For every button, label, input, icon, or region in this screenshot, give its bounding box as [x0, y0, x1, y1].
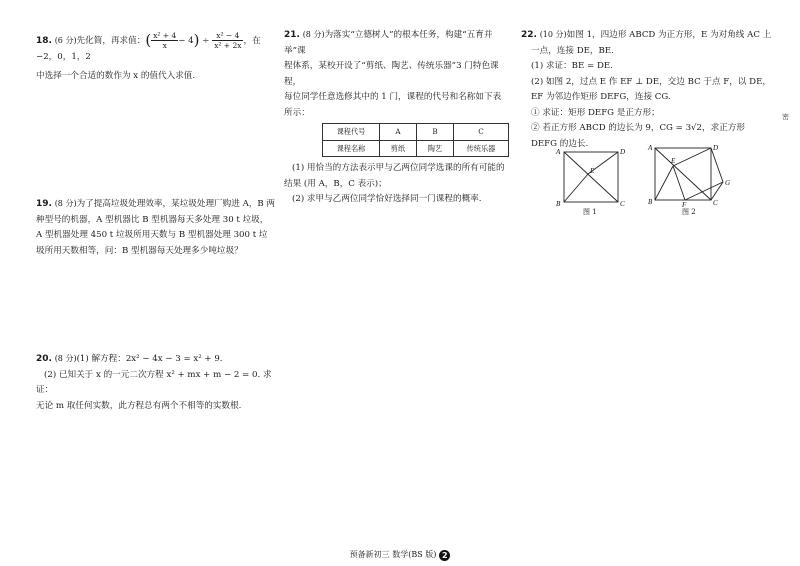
- table-cell: C: [454, 124, 509, 141]
- vertex-label: G: [725, 179, 731, 187]
- vertex-label: D: [713, 144, 719, 152]
- question-score: (6 分): [54, 36, 77, 45]
- question-number: 19.: [36, 199, 52, 209]
- table-cell: 课程名称: [323, 140, 380, 157]
- table-cell: 传统乐器: [454, 140, 509, 157]
- question-22: 22. (10 分)如图 1，四边形 ABCD 为正方形，E 为对角线 AC 上 一点，连接 DE，BE. (1) 求证：BE = DE. (2) 如图 2，过点 E 作 EF ⊥ DE，交边 BC 于点 F，以 DE， EF 为邻边作矩形 DEFG，连接 CG. ① 求证：矩形 DEFG 是正方形； ② 若正方形 ABCD 的边长为 9，CG = 3√2，求正方形 DEFG 的边长.: [521, 30, 772, 149]
- course-table: [322, 123, 509, 157]
- vertex-label: F: [682, 201, 687, 208]
- vertex-label: D: [620, 148, 626, 156]
- table-cell: 陶艺: [417, 140, 454, 157]
- table-cell: B: [417, 124, 454, 141]
- vertex-label: E: [671, 157, 676, 165]
- fraction: $\frac{\text{x² − 4}}{\text{x² + 2x}}$: [214, 31, 242, 50]
- table-row: [323, 124, 509, 141]
- vertex-label: A: [648, 144, 653, 152]
- vertex-label: A: [556, 148, 561, 156]
- question-number: 22.: [521, 30, 537, 40]
- question-text: 中选择一个合适的数作为 x 的值代入求值.: [36, 70, 196, 81]
- table-cell: 剪纸: [380, 140, 417, 157]
- table-cell: 课程代号: [323, 124, 380, 141]
- question-score: (8 分): [302, 30, 325, 39]
- question-number: 20.: [36, 354, 52, 364]
- page-number: 2: [439, 550, 450, 561]
- question-score: (8 分): [54, 354, 77, 363]
- question-number: 21.: [284, 30, 300, 40]
- vertex-label: B: [648, 198, 653, 206]
- question-20: 20. (8 分)(1) 解方程：2x² − 4x − 3 = x² + 9. (2) 已知关于 x 的一元二次方程 x² + mx + m − 2 = 0. 求证： 无论 m 取任何实数，此方程总有两个不相等的实数根.: [36, 354, 272, 411]
- question-18: 18. (6 分)先化简，再求值：( $\frac{\text{x² + 4}}{x}$ − 4) ÷ $\frac{\text{x² − 4}}{\text{x² + 2x}}$ ，在 −2，0，1，2 中选择一个合适的数作为 x 的值代入求值.: [36, 31, 271, 84]
- vertex-label: C: [620, 200, 625, 208]
- geometry-figure-2: [645, 142, 737, 208]
- table-row: [323, 140, 509, 157]
- figure-caption: 图 2: [682, 208, 696, 216]
- question-number: 18.: [36, 36, 52, 46]
- question-score: (8 分): [54, 199, 77, 208]
- question-19: 19. (8 分)为了提高垃圾处理效率，某垃圾处理厂购进 A，B 两 种型号的机器，A 型机器比 B 型机器每天多处理 30 t 垃圾， A 型机器处理 450 t 垃圾所用天数与 B 型机器处理 300 t 垃 圾所用天数相等，问：B 型机器每天处理多少吨垃圾？: [36, 199, 276, 256]
- vertex-label: E: [590, 167, 595, 175]
- fraction: $\frac{\text{x² + 4}}{x}$: [153, 31, 177, 50]
- question-text: 先化简，再求值：: [76, 36, 146, 46]
- figure-caption: 图 1: [583, 208, 597, 216]
- table-cell: A: [380, 124, 417, 141]
- geometry-figure-1: [550, 146, 630, 208]
- footer-text: 预备新初三 数学(BS 版): [349, 550, 437, 559]
- margin-mark: 密: [782, 113, 789, 121]
- vertex-label: C: [713, 199, 718, 207]
- question-21: 21. (8 分)为落实“立德树人”的根本任务，构建“五育并举”课 程体系，某校开设了“剪纸、陶艺、传统乐器”3 门特色课程， 每位同学任意选修其中的 1 门，课程的代号和名称如下表 所示： 课程代号 A B C 课程名称 剪纸 陶艺 传统乐器 (1) 用恰当的方法表示甲与乙两位同学选课的所有可能的 结果 (用 A，B，C 表示)； (2) 求甲与乙两位同学恰好选择同一门课程的概率.: [284, 27, 512, 208]
- question-score: (10 分): [539, 30, 567, 39]
- page-footer: [0, 549, 800, 561]
- vertex-label: B: [556, 200, 561, 208]
